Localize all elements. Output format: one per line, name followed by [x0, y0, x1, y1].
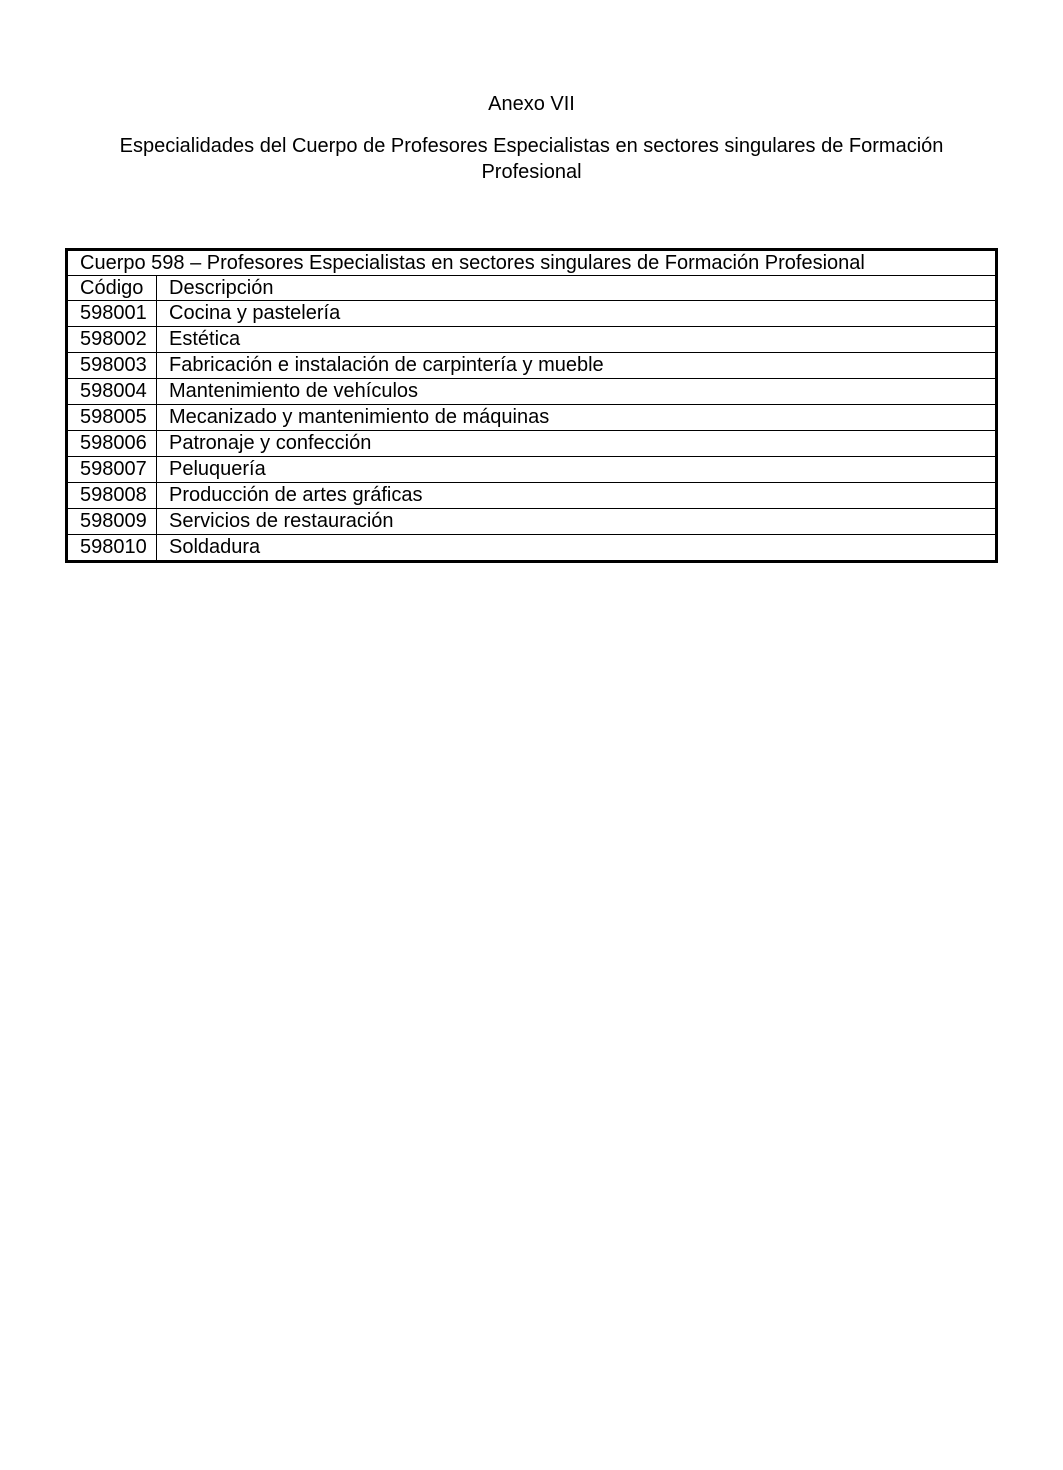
row-description: Patronaje y confección	[157, 431, 997, 457]
row-description: Cocina y pastelería	[157, 301, 997, 327]
table-row	[67, 301, 997, 327]
table-row	[67, 405, 997, 431]
table-caption-row	[67, 250, 997, 276]
row-code: 598003	[67, 353, 157, 379]
row-code: 598009	[67, 509, 157, 535]
annex-subtitle: Especialidades del Cuerpo de Profesores Especialistas en sectores singulares de Formación Profesional	[119, 135, 944, 183]
table-row	[67, 327, 997, 353]
table-row	[67, 509, 997, 535]
header-description: Descripción	[157, 276, 997, 301]
table-header-row	[67, 276, 997, 301]
table-row	[67, 535, 997, 562]
row-code: 598010	[67, 535, 157, 562]
row-description: Soldadura	[157, 535, 997, 562]
table-row	[67, 457, 997, 483]
table-row	[67, 431, 997, 457]
annex-title: Anexo VII	[488, 93, 575, 115]
row-code: 598008	[67, 483, 157, 509]
row-code: 598001	[67, 301, 157, 327]
row-code: 598004	[67, 379, 157, 405]
table-caption: Cuerpo 598 – Profesores Especialistas en sectores singulares de Formación Profesional	[67, 250, 997, 276]
row-description: Estética	[157, 327, 997, 353]
row-description: Mantenimiento de vehículos	[157, 379, 997, 405]
header-code: Código	[67, 276, 157, 301]
row-description: Servicios de restauración	[157, 509, 997, 535]
row-description: Peluquería	[157, 457, 997, 483]
table-row	[67, 483, 997, 509]
table-row	[67, 379, 997, 405]
table-row	[67, 353, 997, 379]
specialties-table	[65, 248, 998, 563]
row-code: 598005	[67, 405, 157, 431]
row-description: Fabricación e instalación de carpintería y mueble	[157, 353, 997, 379]
row-code: 598007	[67, 457, 157, 483]
row-description: Mecanizado y mantenimiento de máquinas	[157, 405, 997, 431]
row-description: Producción de artes gráficas	[157, 483, 997, 509]
specialties-table-body	[67, 250, 997, 562]
row-code: 598002	[67, 327, 157, 353]
row-code: 598006	[67, 431, 157, 457]
